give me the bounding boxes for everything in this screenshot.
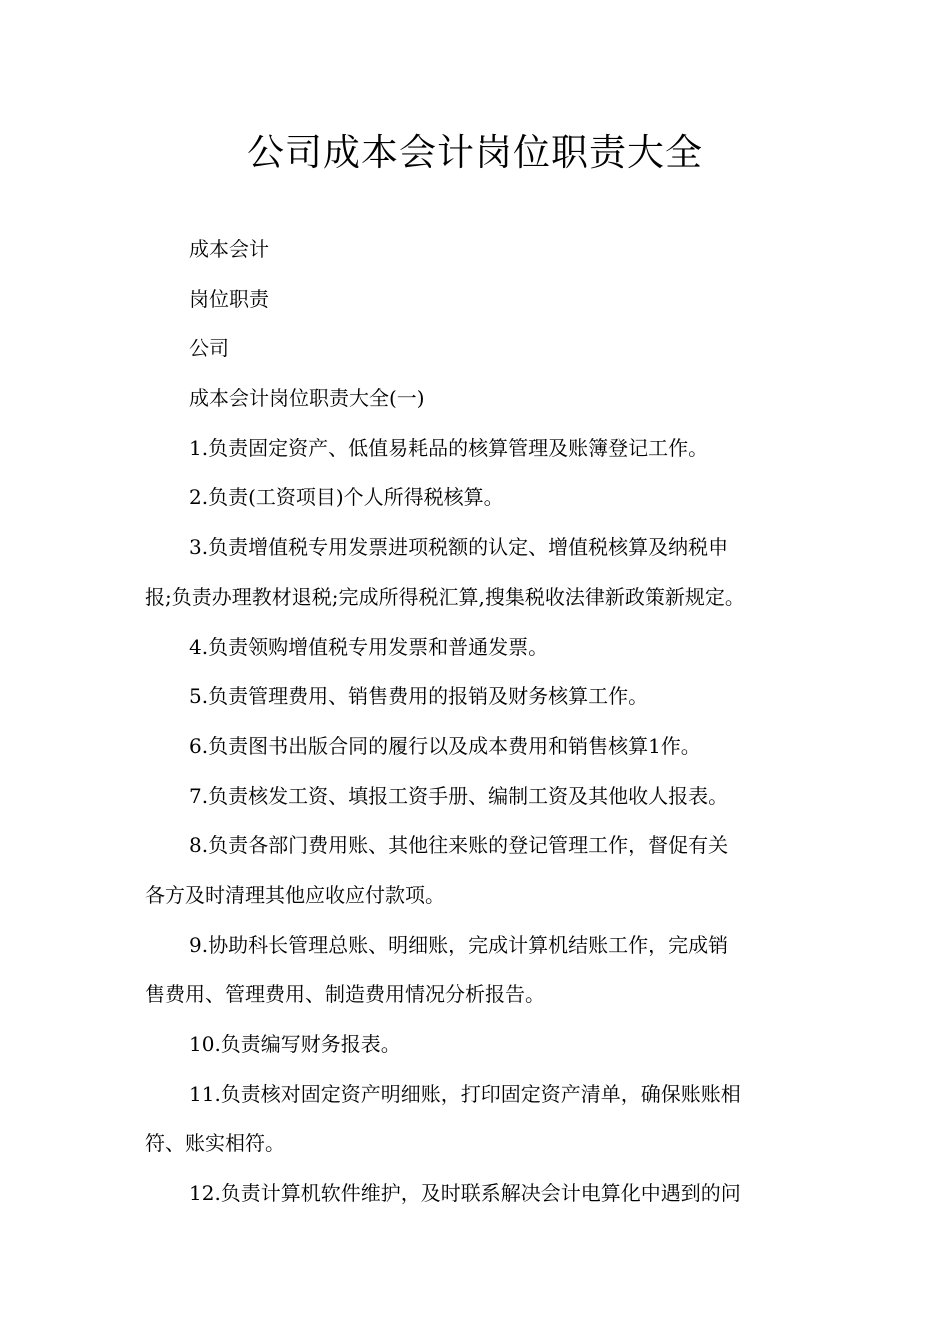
duty-item-9: 9.协助科长管理总账、明细账，完成计算机结账工作，完成销 [189, 932, 729, 957]
keyword-line: 岗位职责 [189, 286, 269, 311]
duty-item-5: 5.负责管理费用、销售费用的报销及财务核算工作。 [189, 684, 649, 709]
duty-item-9-continued: 售费用、管理费用、制造费用情况分析报告。 [145, 982, 545, 1007]
duty-item-8-continued: 各方及时清理其他应收应付款项。 [145, 882, 445, 907]
duty-item-11: 11.负责核对固定资产明细账，打印固定资产清单，确保账账相 [189, 1081, 741, 1106]
document-body [145, 225, 810, 1219]
duty-item-8: 8.负责各部门费用账、其他往来账的登记管理工作，督促有关 [189, 833, 729, 858]
duty-item-6: 6.负责图书出版合同的履行以及成本费用和销售核算1作。 [189, 733, 701, 758]
duty-item-7: 7.负责核发工资、填报工资手册、编制工资及其他收人报表。 [189, 783, 729, 808]
document-title: 公司成本会计岗位职责大全 [247, 131, 703, 174]
duty-item-11-continued: 符、账实相符。 [145, 1131, 285, 1156]
keyword-line: 公司 [189, 336, 229, 361]
duty-item-3-continued: 报;负责办理教材退税;完成所得税汇算,搜集税收法律新政策新规定。 [145, 584, 745, 609]
duty-item-10: 10.负责编写财务报表。 [189, 1032, 401, 1056]
section-heading: 成本会计岗位职责大全(一) [189, 386, 425, 411]
keyword-line: 成本会计 [189, 237, 269, 261]
duty-item-3: 3.负责增值税专用发票进项税额的认定、增值税核算及纳税申 [189, 535, 729, 560]
duty-item-1: 1.负责固定资产、低值易耗品的核算管理及账簿登记工作。 [189, 435, 709, 460]
duty-item-12: 12.负责计算机软件维护，及时联系解决会计电算化中遇到的问 [189, 1181, 741, 1206]
duty-item-4: 4.负责领购增值税专用发票和普通发票。 [189, 634, 549, 659]
duty-item-2: 2.负责(工资项目)个人所得税核算。 [189, 485, 504, 510]
